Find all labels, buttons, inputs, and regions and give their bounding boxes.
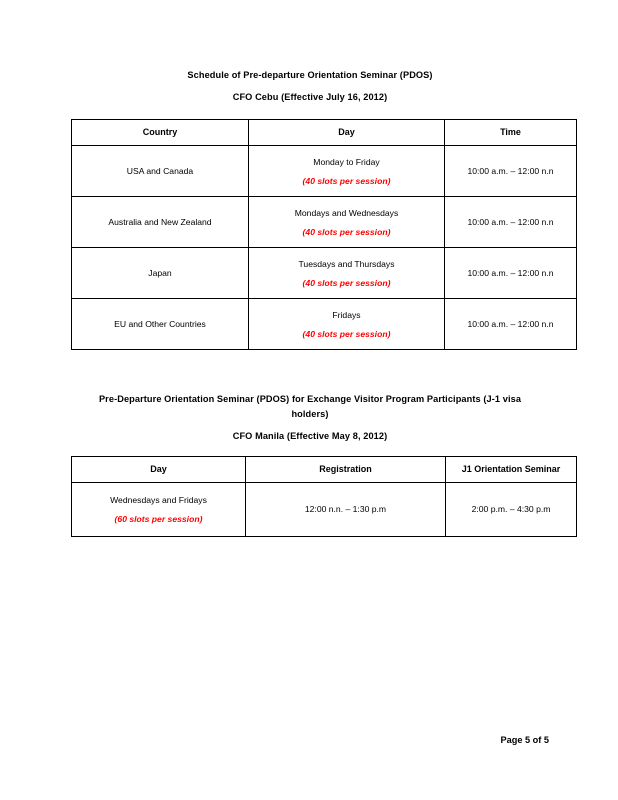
slots-note: (40 slots per session) (302, 277, 391, 288)
pdos-manila-heading-line-3: CFO Manila (Effective May 8, 2012) (232, 431, 388, 441)
day-text: Tuesdays and Thursdays (298, 258, 395, 269)
pdos-cebu-heading-line-1: Schedule of Pre-departure Orientation Seminar (PDOS) (187, 70, 433, 80)
cell-country: USA and Canada (72, 146, 249, 197)
day-cell-stack (253, 309, 440, 340)
pdos-manila-heading (80, 392, 540, 444)
column-header-time: Time (445, 120, 577, 146)
column-header-registration: Registration (246, 457, 446, 483)
table-header-row (72, 120, 577, 146)
day-cell-stack (253, 156, 440, 187)
column-header-j1-orientation-seminar: J1 Orientation Seminar (446, 457, 577, 483)
table-row (72, 483, 577, 537)
cell-day (249, 146, 445, 197)
cell-country: Australia and New Zealand (72, 197, 249, 248)
cell-day (249, 197, 445, 248)
slots-note: (40 slots per session) (302, 226, 391, 237)
cell-time: 10:00 a.m. – 12:00 n.n (445, 248, 577, 299)
column-header-day: Day (72, 457, 246, 483)
table-row (72, 146, 577, 197)
day-text: Fridays (332, 309, 361, 320)
day-cell-stack (253, 258, 440, 289)
slots-note: (40 slots per session) (302, 175, 391, 186)
table-row (72, 197, 577, 248)
page-number-footer: Page 5 of 5 (500, 735, 549, 745)
column-header-country: Country (72, 120, 249, 146)
cell-time: 10:00 a.m. – 12:00 n.n (445, 299, 577, 350)
day-text: Wednesdays and Fridays (110, 495, 207, 505)
pdos-manila-heading-line-1: Pre-Departure Orientation Seminar (PDOS) for Exchange Visitor Program Participants (J-1 visa (98, 394, 522, 404)
slots-note: (40 slots per session) (302, 328, 391, 339)
day-text: Mondays and Wednesdays (294, 207, 399, 218)
day-cell-stack (76, 494, 241, 525)
cell-day (72, 483, 246, 537)
cell-seminar: 2:00 p.m. – 4:30 p.m (446, 483, 577, 537)
cell-registration: 12:00 n.n. – 1:30 p.m (246, 483, 446, 537)
pdos-cebu-schedule-table (71, 119, 577, 350)
cell-time: 10:00 a.m. – 12:00 n.n (445, 197, 577, 248)
cell-day (249, 299, 445, 350)
pdos-manila-schedule-table (71, 456, 577, 537)
table-row (72, 299, 577, 350)
cell-country: EU and Other Countries (72, 299, 249, 350)
day-text: Monday to Friday (313, 156, 380, 167)
day-cell-stack (253, 207, 440, 238)
cell-country: Japan (72, 248, 249, 299)
table-row (72, 248, 577, 299)
pdos-cebu-heading (71, 68, 549, 105)
pdos-manila-heading-line-2: holders) (291, 409, 329, 419)
table-header-row (72, 457, 577, 483)
slots-note: (60 slots per session) (114, 514, 203, 524)
column-header-day: Day (249, 120, 445, 146)
pdos-cebu-heading-line-2: CFO Cebu (Effective July 16, 2012) (232, 92, 388, 102)
cell-day (249, 248, 445, 299)
cell-time: 10:00 a.m. – 12:00 n.n (445, 146, 577, 197)
